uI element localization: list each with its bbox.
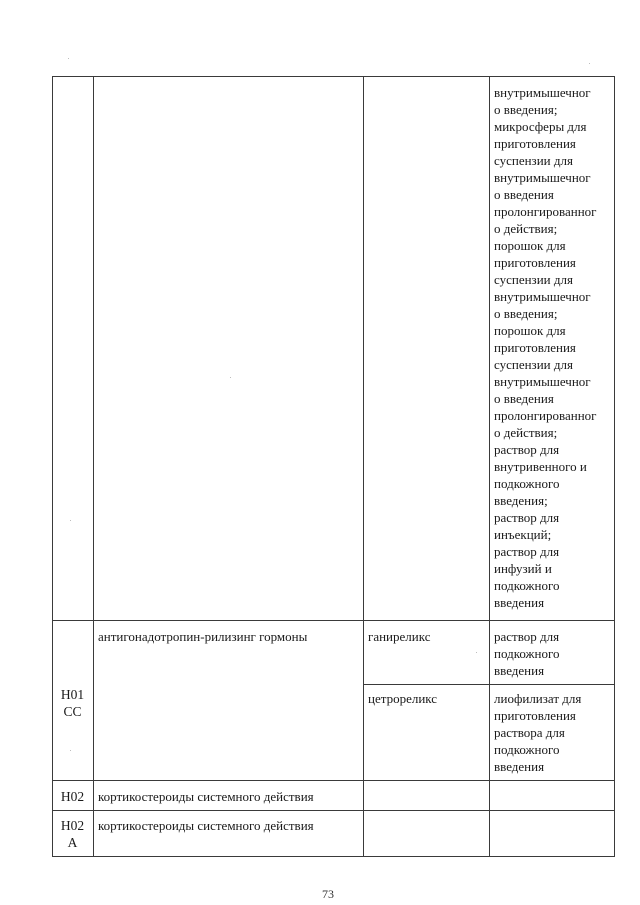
dosage-form-ganirelix: раствор для подкожного введения <box>494 629 560 678</box>
scan-speck <box>70 750 71 751</box>
row-divider-h01cc <box>52 620 615 621</box>
scan-speck <box>68 58 69 59</box>
scan-speck <box>476 652 477 653</box>
scan-speck <box>589 63 590 64</box>
group-name-h02a: кортикостероиды системного действия <box>98 818 314 833</box>
drug-name-cetrorelix: цетрореликс <box>368 691 438 706</box>
column-divider-code <box>93 76 94 857</box>
drug-name-ganirelix: ганиреликс <box>368 629 431 644</box>
atc-code-h01cc: H01 CC <box>60 687 85 719</box>
table-border-bottom <box>52 856 615 857</box>
table-border-left <box>52 76 53 857</box>
page-number: 73 <box>322 887 334 901</box>
continuation-form-cell: внутримышечног о введения; микросферы для приготовления суспензии для внутримышечног о введения пролонгированног о действия; порошок для приготовления суспензии для внутримышечног о введения; порошок для приготовления суспензии для внутримышечног о введения пролонгированног о действия; раствор для внутривенного и подкожного введения; раствор для инъекций; раствор для инфузий и подкожного введения <box>494 85 597 610</box>
row-divider-h02 <box>52 780 615 781</box>
atc-code-h02a: H02 A <box>60 818 85 850</box>
scan-speck <box>230 377 231 378</box>
table-border-top <box>52 76 615 77</box>
column-divider-group <box>363 76 364 857</box>
group-name-h01cc: антигонадотропин-рилизинг гормоны <box>98 629 308 644</box>
dosage-form-cetrorelix: лиофилизат для приготовления раствора для подкожного введения <box>494 691 582 774</box>
row-divider-h02a <box>52 810 615 811</box>
atc-code-h02: H02 <box>60 789 85 804</box>
group-name-h02: кортикостероиды системного действия <box>98 789 314 804</box>
scan-speck <box>70 520 71 521</box>
column-divider-drug <box>489 76 490 857</box>
table-border-right <box>614 76 615 857</box>
